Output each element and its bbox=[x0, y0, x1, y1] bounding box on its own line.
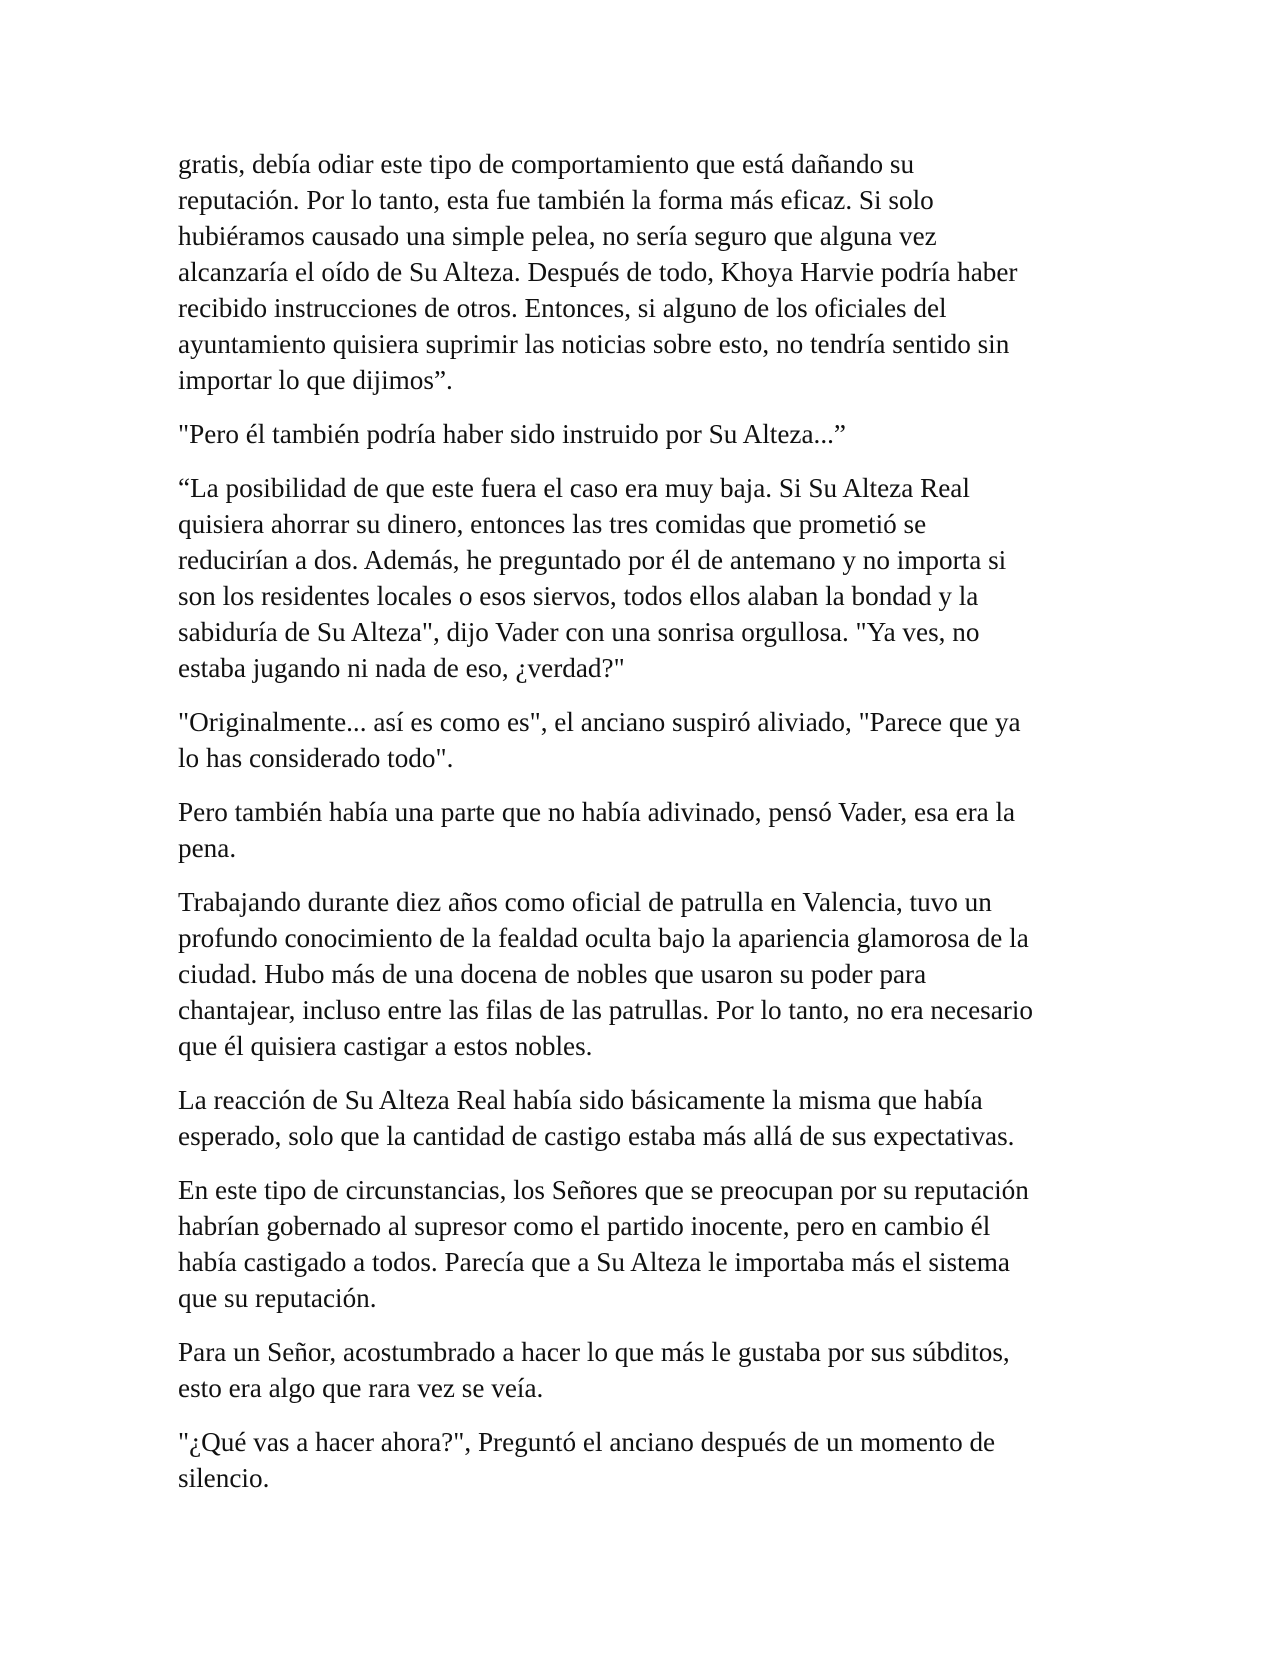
paragraph-9 bbox=[178, 1334, 1108, 1406]
paragraph-7 bbox=[178, 1082, 1108, 1154]
text-line: "Pero él también podría haber sido instruido por Su Alteza...” bbox=[178, 419, 846, 449]
text-line: ciudad. Hubo más de una docena de nobles que usaron su poder para bbox=[178, 959, 927, 989]
body-text bbox=[178, 146, 1108, 1514]
text-line: La reacción de Su Alteza Real había sido básicamente la misma que había bbox=[178, 1085, 983, 1115]
text-line: En este tipo de circunstancias, los Señores que se preocupan por su reputación bbox=[178, 1175, 1029, 1205]
text-line: había castigado a todos. Parecía que a Su Alteza le importaba más el sistema bbox=[178, 1247, 1010, 1277]
paragraph-2 bbox=[178, 416, 1108, 452]
paragraph-4 bbox=[178, 704, 1108, 776]
paragraph-5 bbox=[178, 794, 1108, 866]
paragraph-10 bbox=[178, 1424, 1108, 1496]
text-line: chantajear, incluso entre las filas de las patrullas. Por lo tanto, no era necesario bbox=[178, 995, 1033, 1025]
paragraph-8 bbox=[178, 1172, 1108, 1316]
text-line: "¿Qué vas a hacer ahora?", Preguntó el anciano después de un momento de bbox=[178, 1427, 996, 1457]
text-line: quisiera ahorrar su dinero, entonces las tres comidas que prometió se bbox=[178, 509, 927, 539]
text-line: Pero también había una parte que no había adivinado, pensó Vader, esa era la bbox=[178, 797, 1016, 827]
text-line: silencio. bbox=[178, 1463, 270, 1493]
text-line: gratis, debía odiar este tipo de comportamiento que está dañando su bbox=[178, 149, 915, 179]
text-line: estaba jugando ni nada de eso, ¿verdad?" bbox=[178, 653, 625, 683]
text-line: habrían gobernado al supresor como el partido inocente, pero en cambio él bbox=[178, 1211, 991, 1241]
text-line: que él quisiera castigar a estos nobles. bbox=[178, 1031, 593, 1061]
text-line: reputación. Por lo tanto, esta fue también la forma más eficaz. Si solo bbox=[178, 185, 934, 215]
text-line: esperado, solo que la cantidad de castigo estaba más allá de sus expectativas. bbox=[178, 1121, 1015, 1151]
text-line: “La posibilidad de que este fuera el caso era muy baja. Si Su Alteza Real bbox=[178, 473, 970, 503]
text-line: pena. bbox=[178, 833, 237, 863]
text-line: recibido instrucciones de otros. Entonces, si alguno de los oficiales del bbox=[178, 293, 947, 323]
text-line: son los residentes locales o esos siervos, todos ellos alaban la bondad y la bbox=[178, 581, 979, 611]
text-line: ayuntamiento quisiera suprimir las noticias sobre esto, no tendría sentido sin bbox=[178, 329, 1010, 359]
text-line: "Originalmente... así es como es", el anciano suspiró aliviado, "Parece que ya bbox=[178, 707, 1021, 737]
text-line: esto era algo que rara vez se veía. bbox=[178, 1373, 544, 1403]
text-line: Para un Señor, acostumbrado a hacer lo que más le gustaba por sus súbditos, bbox=[178, 1337, 1010, 1367]
text-line: reducirían a dos. Además, he preguntado por él de antemano y no importa si bbox=[178, 545, 1007, 575]
text-line: alcanzaría el oído de Su Alteza. Después de todo, Khoya Harvie podría haber bbox=[178, 257, 1018, 287]
text-line: lo has considerado todo". bbox=[178, 743, 454, 773]
text-line: que su reputación. bbox=[178, 1283, 377, 1313]
paragraph-3 bbox=[178, 470, 1108, 686]
text-line: profundo conocimiento de la fealdad oculta bajo la apariencia glamorosa de la bbox=[178, 923, 1029, 953]
text-line: sabiduría de Su Alteza", dijo Vader con una sonrisa orgullosa. "Ya ves, no bbox=[178, 617, 980, 647]
paragraph-6 bbox=[178, 884, 1108, 1064]
paragraph-1 bbox=[178, 146, 1108, 398]
text-line: Trabajando durante diez años como oficial de patrulla en Valencia, tuvo un bbox=[178, 887, 992, 917]
text-line: importar lo que dijimos”. bbox=[178, 365, 453, 395]
text-line: hubiéramos causado una simple pelea, no sería seguro que alguna vez bbox=[178, 221, 937, 251]
